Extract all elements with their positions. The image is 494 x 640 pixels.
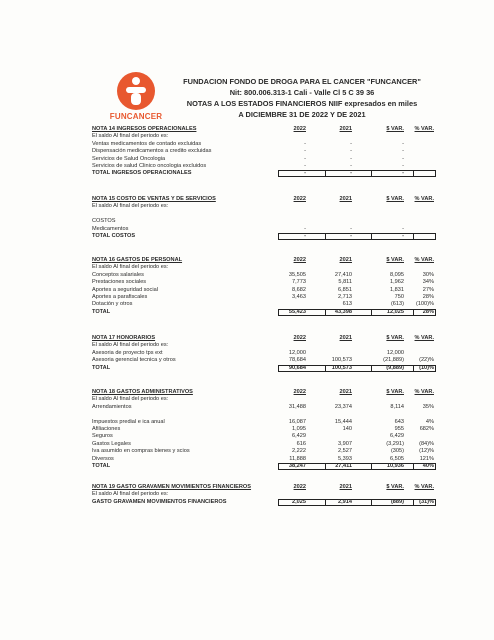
row-value: 34% xyxy=(422,279,434,286)
header-nit: Nit: 800.006.313-1 Cali - Valle Cl 5 C 39 36 xyxy=(229,88,375,97)
row-value: 616 xyxy=(296,440,306,447)
table-row xyxy=(92,448,434,455)
total-value: 55,423 xyxy=(288,308,306,315)
row-value: 5,393 xyxy=(338,455,352,462)
total-row xyxy=(92,365,434,372)
note-subtitle-row xyxy=(92,133,434,140)
total-value: 100,573 xyxy=(331,364,352,371)
row-value: - xyxy=(402,162,404,169)
row-value: 100,573 xyxy=(331,357,352,364)
row-value: 35% xyxy=(422,403,434,410)
table-row xyxy=(92,419,434,426)
row-value: 8,095 xyxy=(390,271,404,278)
row-label: Asesoria gerencial tecnica y otros xyxy=(92,357,176,364)
table-row xyxy=(92,148,434,155)
column-header: $ VAR. xyxy=(386,196,404,202)
table-row xyxy=(92,294,434,301)
row-label: Aportes a parafiscales xyxy=(92,293,148,300)
row-value: 1,831 xyxy=(390,286,404,293)
row-value: 121% xyxy=(419,455,434,462)
row-label: Aportes a seguridad social xyxy=(92,286,158,293)
note-subtitle-row xyxy=(92,203,434,210)
row-label: Diversos xyxy=(92,455,114,462)
column-header: 2022 xyxy=(293,484,306,490)
column-header: $ VAR. xyxy=(386,335,404,341)
row-value: 35,505 xyxy=(288,271,306,278)
row-value: 16,087 xyxy=(288,418,306,425)
column-header: 2021 xyxy=(339,257,352,263)
table-row xyxy=(92,301,434,308)
row-label: Medicamentos xyxy=(92,225,129,232)
row-label: Afiliaciones xyxy=(92,425,121,432)
column-header: % VAR. xyxy=(414,257,434,263)
note-section xyxy=(92,335,434,372)
row-value: 15,444 xyxy=(334,418,352,425)
row-value: 1,095 xyxy=(292,425,306,432)
row-value: - xyxy=(350,225,352,232)
total-value: - xyxy=(304,232,306,239)
column-header: % VAR. xyxy=(414,335,434,341)
row-value: 27,410 xyxy=(334,271,352,278)
total-value: (9,889) xyxy=(386,364,404,371)
row-value: (305) xyxy=(390,448,404,455)
total-value: - xyxy=(402,232,404,239)
row-value: - xyxy=(304,162,306,169)
row-value: 78,684 xyxy=(288,357,306,364)
note-title-row xyxy=(92,196,434,203)
row-value: 7,773 xyxy=(292,279,306,286)
row-label: Iva asumido en compras bienes y scios xyxy=(92,448,190,455)
note-title: NOTA 17 HONORARIOS xyxy=(92,335,156,341)
column-header: 2022 xyxy=(293,126,306,132)
total-value: 90,684 xyxy=(288,364,306,371)
note-section xyxy=(92,257,434,316)
row-value: - xyxy=(304,155,306,162)
total-value: (889) xyxy=(390,498,404,505)
row-label: Servicios de Salud Oncologia xyxy=(92,155,166,162)
total-label: TOTAL COSTOS xyxy=(92,232,136,239)
total-row xyxy=(92,309,434,316)
row-value: 6,505 xyxy=(390,455,404,462)
table-row xyxy=(92,141,434,148)
row-value: - xyxy=(304,148,306,155)
table-row xyxy=(92,357,434,364)
row-value: 31,488 xyxy=(288,403,306,410)
column-header: $ VAR. xyxy=(386,126,404,132)
note-title-row xyxy=(92,389,434,396)
row-value: 682% xyxy=(419,425,434,432)
total-value: 28% xyxy=(422,308,434,315)
note-title-row xyxy=(92,335,434,342)
row-value: (3,291) xyxy=(386,440,404,447)
column-header: 2022 xyxy=(293,389,306,395)
total-value: 12,025 xyxy=(386,308,404,315)
row-value: 2,222 xyxy=(292,448,306,455)
note-subtitle: El saldo Al final del periodo es: xyxy=(92,491,169,498)
total-value: - xyxy=(402,170,404,177)
note-title: NOTA 19 GASTO GRAVAMEN MOVIMIENTOS FINANCIEROS xyxy=(92,484,252,490)
table-row xyxy=(92,218,434,225)
row-value: 5,811 xyxy=(338,279,352,286)
row-value: 3,463 xyxy=(292,293,306,300)
note-subtitle-row xyxy=(92,396,434,403)
row-value: 2,527 xyxy=(338,448,352,455)
total-value: (31)% xyxy=(419,498,434,505)
row-label: Dispensación medicamentos a credito excluidas xyxy=(92,148,212,155)
row-label: Impuestos predial e ica anual xyxy=(92,418,165,425)
row-label: Servicios de salud Clinico oncologia excluidos xyxy=(92,162,207,169)
column-header: $ VAR. xyxy=(386,389,404,395)
total-label: TOTAL INGRESOS OPERACIONALES xyxy=(92,170,192,177)
total-value: (10)% xyxy=(419,364,434,371)
row-label: Dotación y otros xyxy=(92,301,133,308)
row-value: 11,888 xyxy=(289,455,306,462)
row-value: - xyxy=(304,140,306,147)
note-section xyxy=(92,389,434,470)
row-value: - xyxy=(304,225,306,232)
row-value: 140 xyxy=(342,425,352,432)
row-value: 643 xyxy=(394,418,404,425)
row-value: 28% xyxy=(422,293,434,300)
note-title: NOTA 15 COSTO DE VENTAS Y DE SERVICIOS xyxy=(92,196,216,202)
column-header: 2021 xyxy=(339,389,352,395)
row-value: 4% xyxy=(425,418,434,425)
column-header: 2022 xyxy=(293,335,306,341)
total-value: 38,247 xyxy=(288,462,306,469)
total-label: GASTO GRAVAMEN MOVIMIENTOS FINANCIEROS xyxy=(92,498,227,505)
row-value: 12,000 xyxy=(386,349,404,356)
table-row xyxy=(92,163,434,170)
row-value: 30% xyxy=(422,271,434,278)
row-value: - xyxy=(350,155,352,162)
row-value: 750 xyxy=(394,293,404,300)
total-label: TOTAL xyxy=(92,308,111,315)
note-section xyxy=(92,126,434,178)
column-header: % VAR. xyxy=(414,484,434,490)
row-value: 6,851 xyxy=(338,286,352,293)
table-row xyxy=(92,441,434,448)
table-row xyxy=(92,411,434,418)
row-value: (22)% xyxy=(419,357,434,364)
row-label: Asesoria de proyecto tps ext xyxy=(92,349,163,356)
row-value: 23,374 xyxy=(334,403,352,410)
table-row xyxy=(92,433,434,440)
header-title: NOTAS A LOS ESTADOS FINANCIEROS NIIF expresados en miles xyxy=(186,99,418,108)
note-title-row xyxy=(92,257,434,264)
note-subtitle: El saldo Al final del periodo es: xyxy=(92,264,169,271)
table-row xyxy=(92,404,434,411)
row-label: Prestaciones sociales xyxy=(92,279,147,286)
total-value: 10,936 xyxy=(386,462,404,469)
row-label: Arrendamientos xyxy=(92,403,132,410)
note-subtitle: El saldo Al final del periodo es: xyxy=(92,203,169,210)
row-value: - xyxy=(402,155,404,162)
row-value: 2,713 xyxy=(338,293,352,300)
row-value: 8,114 xyxy=(390,403,404,410)
table-row xyxy=(92,272,434,279)
total-value: 2,914 xyxy=(338,498,352,505)
total-value: 2,025 xyxy=(292,498,306,505)
row-label: Ventas medicamentos de contado excluidas xyxy=(92,140,202,147)
column-header: 2022 xyxy=(293,196,306,202)
total-value: - xyxy=(304,170,306,177)
column-header: 2021 xyxy=(339,484,352,490)
row-value: 1,962 xyxy=(390,279,404,286)
total-row xyxy=(92,233,434,240)
note-subtitle-row xyxy=(92,491,434,498)
row-value: 8,682 xyxy=(292,286,306,293)
row-value: 6,429 xyxy=(292,433,306,440)
table-row xyxy=(92,279,434,286)
total-value: - xyxy=(350,170,352,177)
total-row xyxy=(92,463,434,470)
column-header: % VAR. xyxy=(414,389,434,395)
total-label: TOTAL xyxy=(92,364,111,371)
note-subtitle: El saldo Al final del periodo es: xyxy=(92,133,169,140)
row-value: 6,429 xyxy=(390,433,404,440)
note-title: NOTA 14 INGRESOS OPERACIONALES xyxy=(92,126,197,132)
row-label: COSTOS xyxy=(92,218,116,225)
note-title: NOTA 18 GASTOS ADMINISTRATIVOS xyxy=(92,389,193,395)
row-value: (613) xyxy=(390,301,404,308)
row-value: 12,000 xyxy=(288,349,306,356)
note-section xyxy=(92,484,434,506)
document-header xyxy=(0,76,494,120)
row-value: - xyxy=(402,148,404,155)
note-subtitle-row xyxy=(92,342,434,349)
note-subtitle-row xyxy=(92,264,434,271)
column-header: % VAR. xyxy=(414,196,434,202)
total-row xyxy=(92,170,434,177)
row-value: 3,907 xyxy=(338,440,352,447)
row-value: (84)% xyxy=(419,440,434,447)
column-header: 2021 xyxy=(339,196,352,202)
table-row xyxy=(92,287,434,294)
table-row xyxy=(92,426,434,433)
column-header: 2021 xyxy=(339,126,352,132)
row-value: 613 xyxy=(342,301,352,308)
total-value: - xyxy=(350,232,352,239)
table-row xyxy=(92,456,434,463)
total-label: TOTAL xyxy=(92,462,111,469)
row-label: Seguros xyxy=(92,433,113,440)
row-label: Conceptos salariales xyxy=(92,271,144,278)
row-value: - xyxy=(350,148,352,155)
row-value: (100)% xyxy=(415,301,434,308)
total-row xyxy=(92,499,434,506)
table-row xyxy=(92,211,434,218)
row-value: 27% xyxy=(422,286,434,293)
row-value: - xyxy=(350,162,352,169)
logo-name: FUNCANCER xyxy=(109,112,163,121)
row-label: Gastos Legales xyxy=(92,440,131,447)
total-value: 40% xyxy=(422,462,434,469)
header-date: A DICIEMBRE 31 DE 2022 Y DE 2021 xyxy=(238,110,366,119)
total-value: 27,411 xyxy=(335,462,352,469)
note-subtitle: El saldo Al final del periodo es: xyxy=(92,396,169,403)
column-header: $ VAR. xyxy=(386,484,404,490)
table-row xyxy=(92,350,434,357)
column-header: 2022 xyxy=(293,257,306,263)
table-row xyxy=(92,226,434,233)
note-title-row xyxy=(92,484,434,491)
column-header: $ VAR. xyxy=(386,257,404,263)
note-section xyxy=(92,196,434,240)
note-title: NOTA 16 GASTOS DE PERSONAL xyxy=(92,257,183,263)
row-value: - xyxy=(350,140,352,147)
header-org: FUNDACION FONDO DE DROGA PARA EL CANCER "FUNCANCER" xyxy=(183,77,421,86)
row-value: 955 xyxy=(394,425,404,432)
column-header: 2021 xyxy=(339,335,352,341)
note-subtitle: El saldo Al final del periodo es: xyxy=(92,342,169,349)
table-row xyxy=(92,156,434,163)
row-value: (12)% xyxy=(419,448,434,455)
row-value: (21,889) xyxy=(383,357,404,364)
note-title-row xyxy=(92,126,434,133)
total-value: 43,398 xyxy=(334,308,352,315)
column-header: % VAR. xyxy=(414,126,434,132)
row-value: - xyxy=(402,225,404,232)
row-value: - xyxy=(402,140,404,147)
